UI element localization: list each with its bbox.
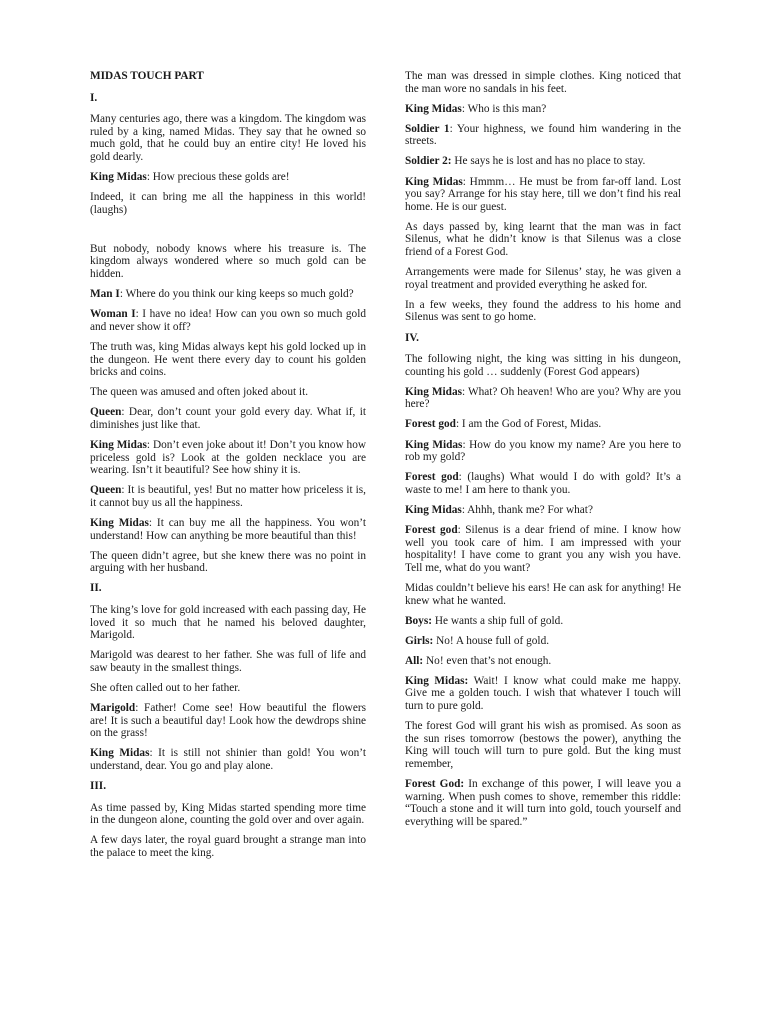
- section-heading: IV.: [405, 331, 419, 344]
- speaker-name: King Midas: [90, 438, 147, 451]
- speaker-name: King Midas: [90, 171, 147, 184]
- dialogue-text: : It is beautiful, yes! But no matter how priceless it is, it cannot buy us all the happiness.: [90, 484, 366, 509]
- speaker-name: Queen: [90, 406, 122, 419]
- dialogue-text: Wait! I know what could make me happy. Give me a golden touch. I wish that whatever I touch will turn to pure gold.: [405, 674, 681, 713]
- dialogue-line: [90, 308, 366, 333]
- speaker-name: King Midas: [90, 747, 150, 760]
- dialogue-text: : Dear, don’t count your gold every day. What if, it diminishes just like that.: [90, 406, 366, 431]
- dialogue-text: No! even that’s not enough.: [423, 654, 552, 667]
- dialogue-text: : (laughs) What would I do with gold? It’s a waste to me! I am here to thank you.: [405, 471, 681, 496]
- dialogue-line: [405, 176, 681, 214]
- dialogue-line: [405, 155, 681, 168]
- dialogue-text: : I have no idea! How can you own so much gold and never show it off?: [90, 308, 366, 333]
- speaker-name: All:: [405, 654, 424, 667]
- speaker-name: Girls:: [405, 634, 434, 647]
- speaker-name: Forest god: [405, 418, 456, 431]
- speaker-name: Forest god: [405, 524, 458, 537]
- dialogue-text: : Who is this man?: [461, 102, 547, 115]
- narration-paragraph: In a few weeks, they found the address to his home and Silenus was sent to go home.: [405, 298, 681, 324]
- dialogue-text: : It can buy me all the happiness. You won’t understand! How can anything be more beautiful than this!: [90, 516, 366, 542]
- speaker-name: King Midas: [405, 175, 463, 188]
- dialogue-text: : How precious these golds are!: [146, 171, 290, 184]
- speaker-name: King Midas: [405, 385, 462, 398]
- narration-paragraph: Arrangements were made for Silenus’ stay, he was given a royal treatment and provided everything he asked for.: [405, 266, 681, 291]
- narration-paragraph: The following night, the king was sitting in his dungeon, counting his gold … suddenly (Forest God appears): [405, 353, 681, 378]
- dialogue-line: [90, 517, 366, 542]
- dialogue-text: In exchange of this power, I will leave you a warning. When push comes to shove, remember this riddle: “Touch a stone and it will turn into gold, touch yourself and everything will be spared.”: [405, 778, 682, 828]
- narration-paragraph: The forest God will grant his wish as promised. As soon as the sun rises tomorrow (bestows the power), anything the King will touch will turn to pure gold. But the king must remember,: [405, 720, 681, 770]
- narration-paragraph: The queen was amused and often joked about it.: [90, 386, 309, 399]
- speaker-name: Woman I: [90, 308, 136, 321]
- narration-paragraph: But nobody, nobody knows where his treasure is. The kingdom always wondered where so much gold can be hidden.: [90, 242, 366, 281]
- narration-paragraph: The truth was, king Midas always kept his gold locked up in the dungeon. He went there every day to count his golden bricks and coins.: [90, 340, 366, 379]
- speaker-name: Soldier 2:: [405, 155, 452, 168]
- section-heading: II.: [90, 582, 102, 595]
- dialogue-text: He wants a ship full of gold.: [432, 614, 564, 627]
- narration-paragraph: As days passed by, king learnt that the man was in fact Silenus, what he didn’t know is that Silenus was a close friend of a Forest God.: [405, 220, 681, 259]
- narration-paragraph: A few days later, the royal guard brought a strange man into the palace to meet the king.: [90, 834, 366, 859]
- dialogue-text: : It is still not shinier than gold! You won’t understand, dear. You go and play alone.: [90, 747, 366, 772]
- dialogue-line: [405, 103, 681, 116]
- dialogue-text: He says he is lost and has no place to stay.: [451, 155, 646, 168]
- speaker-name: King Midas: [405, 438, 463, 451]
- dialogue-line: [405, 675, 681, 713]
- dialogue-line: [90, 747, 366, 772]
- dialogue-line: [405, 615, 681, 628]
- section-heading: I.: [90, 91, 98, 104]
- dialogue-text: : Your highness, we found him wandering in the streets.: [405, 122, 681, 148]
- right-column: [405, 70, 681, 836]
- speaker-name: Forest God:: [405, 778, 465, 791]
- dialogue-line: [90, 406, 366, 431]
- narration-paragraph: Indeed, it can bring me all the happiness in this world! (laughs): [90, 191, 366, 216]
- dialogue-text: : How do you know my name? Are you here to rob my gold?: [405, 438, 682, 464]
- speaker-name: King Midas: [90, 516, 149, 529]
- narration-paragraph: Midas couldn’t believe his ears! He can ask for anything! He knew what he wanted.: [405, 581, 681, 607]
- speaker-name: King Midas: [405, 102, 462, 115]
- narration-paragraph: She often called out to her father.: [90, 681, 241, 694]
- dialogue-line: [405, 471, 681, 496]
- dialogue-line: [405, 439, 681, 464]
- speaker-name: Queen: [90, 484, 122, 497]
- dialogue-line: [405, 123, 681, 148]
- left-column: [90, 70, 366, 867]
- dialogue-text: : Don’t even joke about it! Don’t you know how priceless gold is? Look at the golden necklace you are wearing. Isn’t it beautiful? See how shiny it is.: [90, 438, 366, 477]
- dialogue-text: : Father! Come see! How beautiful the flowers are! It is such a beautiful day! Look how the dewdrops shine on the grass!: [90, 701, 366, 740]
- narration-paragraph: As time passed by, King Midas started spending more time in the dungeon alone, counting the gold over and over again.: [90, 801, 366, 827]
- speaker-name: Marigold: [90, 701, 136, 714]
- left-column-body: [90, 92, 366, 860]
- document-title: MIDAS TOUCH PART: [90, 70, 204, 82]
- dialogue-text: : Hmmm… He must be from far-off land. Lost you say? Arrange for his stay here, till we don’t find his real home. He is our guest.: [405, 175, 682, 213]
- dialogue-line: [405, 635, 681, 648]
- spacer: [90, 224, 366, 243]
- speaker-name: Boys:: [405, 614, 432, 627]
- dialogue-line: [405, 418, 681, 431]
- dialogue-line: [405, 778, 681, 828]
- right-column-body: [405, 70, 681, 828]
- speaker-name: Soldier 1: [405, 122, 450, 135]
- section-heading: III.: [90, 779, 107, 792]
- narration-paragraph: The queen didn’t agree, but she knew there was no point in arguing with her husband.: [90, 549, 366, 575]
- dialogue-line: [90, 484, 366, 509]
- dialogue-line: [405, 386, 681, 411]
- dialogue-line: [90, 288, 366, 301]
- dialogue-line: [405, 504, 681, 517]
- dialogue-line: [90, 171, 366, 184]
- narration-paragraph: Marigold was dearest to her father. She was full of life and saw beauty in the smallest things.: [90, 649, 366, 674]
- speaker-name: Forest god: [405, 471, 459, 484]
- narration-paragraph: The man was dressed in simple clothes. King noticed that the man wore no sandals in his feet.: [405, 70, 681, 95]
- dialogue-text: : I am the God of Forest, Midas.: [455, 418, 602, 431]
- dialogue-text: No! A house full of gold.: [433, 634, 550, 647]
- narration-paragraph: Many centuries ago, there was a kingdom. The kingdom was ruled by a king, named Midas. They say that he owned so much gold, that he could buy an entire city! He loved his gold dearly.: [90, 113, 366, 163]
- speaker-name: King Midas: [405, 503, 462, 516]
- narration-paragraph: The king’s love for gold increased with each passing day, He loved it so much that he named his beloved daughter, Marigold.: [90, 603, 366, 642]
- dialogue-text: : Silenus is a dear friend of mine. I know how well you took care of him. I am impressed with your hospitality! I have come to grant you any wish you have. Tell me, what do you want?: [405, 524, 681, 574]
- dialogue-line: [405, 524, 681, 574]
- speaker-name: King Midas:: [405, 674, 469, 687]
- dialogue-line: [405, 655, 681, 668]
- dialogue-text: : What? Oh heaven! Who are you? Why are you here?: [405, 385, 681, 411]
- dialogue-text: : Ahhh, thank me? For what?: [461, 503, 593, 516]
- dialogue-line: [90, 702, 366, 740]
- dialogue-line: [90, 439, 366, 477]
- speaker-name: Man I: [90, 288, 120, 301]
- dialogue-text: : Where do you think our king keeps so much gold?: [119, 288, 354, 301]
